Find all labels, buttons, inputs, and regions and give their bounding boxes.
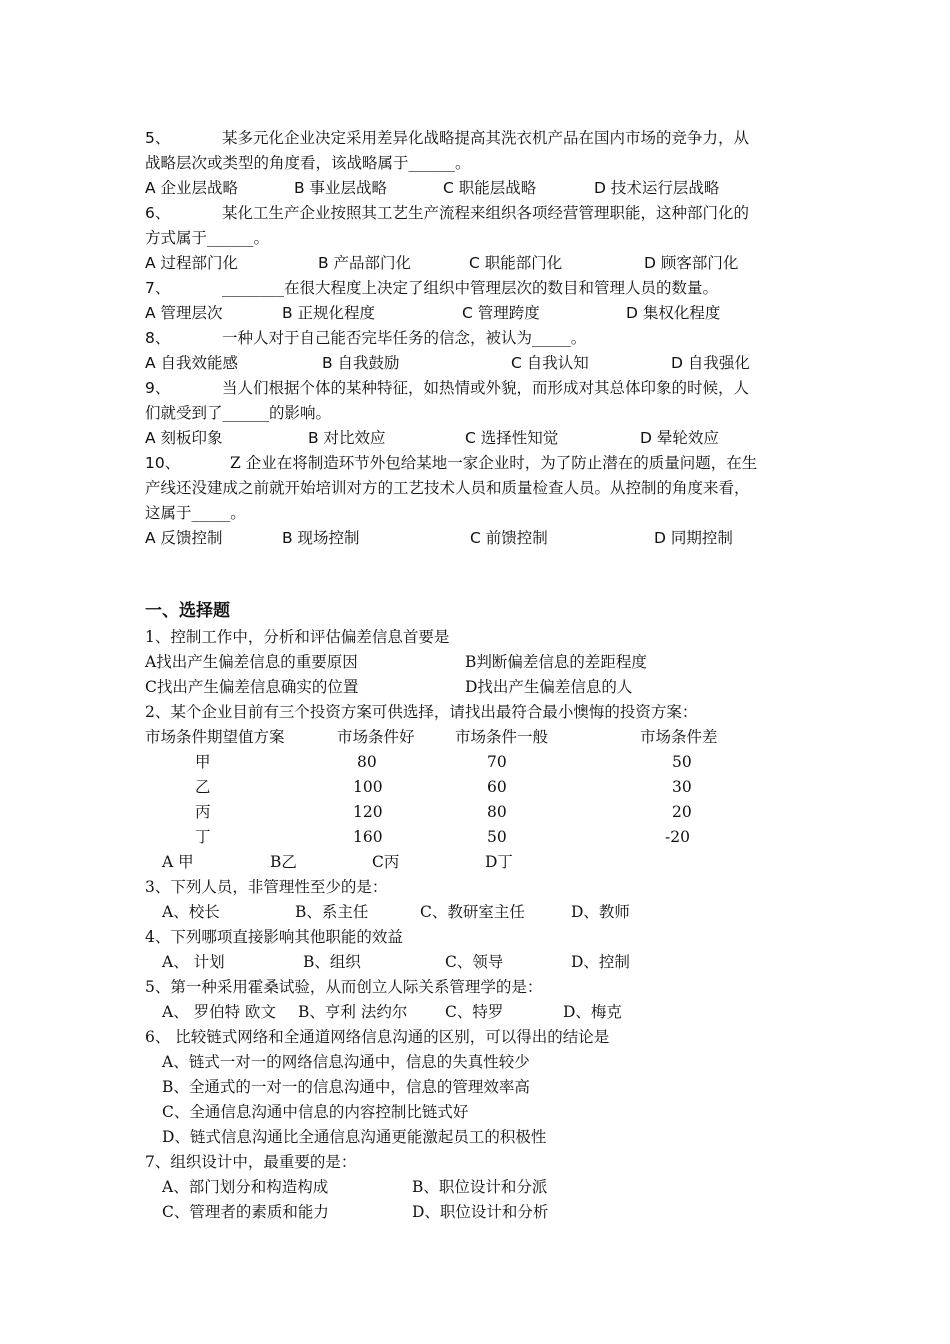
question-text: 战略层次或类型的角度看，该战略属于______。 <box>145 154 471 172</box>
option-a: A 过程部门化 <box>145 254 239 272</box>
section-title: 一、选择题 <box>145 601 230 621</box>
option-d: D、职位设计和分析 <box>412 1203 549 1221</box>
question-text: 3、下列人员，非管理性至少的是： <box>145 878 388 896</box>
option-b: B、职位设计和分派 <box>412 1178 548 1196</box>
option-d: D、链式信息沟通比全通信息沟通更能激起员工的积极性 <box>162 1128 547 1146</box>
question-text: 产线还没建成之前就开始培训对方的工艺技术人员和质量检查人员。从控制的角度来看， <box>145 479 750 497</box>
question-text: 5、第一种采用霍桑试验，从而创立人际关系管理学的是： <box>145 978 543 996</box>
table-header: 市场条件好 <box>337 728 415 746</box>
option-c: C 管理跨度 <box>462 304 540 322</box>
option-a: A、校长 <box>162 903 220 921</box>
option-c: C、特罗 <box>445 1003 504 1021</box>
option-c: C丙 <box>372 853 400 871</box>
option-c: C、管理者的素质和能力 <box>162 1203 329 1221</box>
option-a: A、部门划分和构造构成 <box>162 1178 329 1196</box>
option-a: A、链式一对一的网络信息沟通中，信息的失真性较少 <box>162 1053 530 1071</box>
option-b: B、组织 <box>303 953 361 971</box>
question-number: 9、 <box>145 379 171 397</box>
option-a: A 刻板印象 <box>145 429 223 447</box>
question-text: ________在很大程度上决定了组织中管理层次的数目和管理人员的数量。 <box>222 279 719 297</box>
option-a: A、 罗伯特 欧文 <box>162 1003 277 1021</box>
option-a: A、 计划 <box>162 953 225 971</box>
option-d: D 自我强化 <box>671 354 750 372</box>
table-header: 市场条件期望值方案 <box>145 728 285 746</box>
table-cell: 80 <box>487 803 507 821</box>
option-c: C找出产生偏差信息确实的位置 <box>145 678 359 696</box>
question-text: 当人们根据个体的某种特征，如热情或外貌，而形成对其总体印象的时候，人 <box>222 379 750 397</box>
option-c: C 职能层战略 <box>443 179 537 197</box>
question-text: 这属于_____。 <box>145 504 246 522</box>
option-b: B、亨利 法约尔 <box>298 1003 408 1021</box>
table-cell: 甲 <box>195 753 211 771</box>
question-text: 4、下列哪项直接影响其他职能的效益 <box>145 928 403 946</box>
option-d: D 技术运行层战略 <box>594 179 720 197</box>
question-text: 2、某个企业目前有三个投资方案可供选择，请找出最符合最小懊悔的投资方案： <box>145 703 698 721</box>
table-cell: 丙 <box>195 803 211 821</box>
question-number: 8、 <box>145 329 171 347</box>
option-c: C、教研室主任 <box>420 903 525 921</box>
option-d: D丁 <box>485 853 513 871</box>
question-text: 一种人对于自己能否完毕任务的信念，被认为_____。 <box>222 329 587 347</box>
option-d: D、梅克 <box>563 1003 622 1021</box>
option-b: B乙 <box>270 853 297 871</box>
option-b: B、系主任 <box>295 903 369 921</box>
option-c: C 前馈控制 <box>470 529 548 547</box>
option-b: B 事业层战略 <box>294 179 388 197</box>
option-c: C 自我认知 <box>511 354 589 372</box>
question-number: 6、 <box>145 204 171 222</box>
table-cell: 30 <box>672 778 692 796</box>
table-cell: 70 <box>487 753 507 771</box>
option-a: A 反馈控制 <box>145 529 223 547</box>
question-text: 6、 比较链式网络和全通道网络信息沟通的区别，可以得出的结论是 <box>145 1028 610 1046</box>
table-header: 市场条件一般 <box>455 728 549 746</box>
option-d: D、教师 <box>571 903 630 921</box>
option-b: B 产品部门化 <box>318 254 412 272</box>
option-d: D 顾客部门化 <box>644 254 739 272</box>
option-d: D 同期控制 <box>654 529 733 547</box>
table-cell: 20 <box>672 803 692 821</box>
option-a: A 企业层战略 <box>145 179 239 197</box>
question-text: 们就受到了______的影响。 <box>145 404 332 422</box>
question-text: 某多元化企业决定采用差异化战略提高其洗衣机产品在国内市场的竞争力，从 <box>222 129 750 147</box>
question-text: 方式属于______。 <box>145 229 270 247</box>
table-cell: 丁 <box>195 828 211 846</box>
table-cell: -20 <box>665 828 690 846</box>
table-header: 市场条件差 <box>640 728 718 746</box>
option-c: C 选择性知觉 <box>465 429 559 447</box>
option-d: D 集权化程度 <box>626 304 721 322</box>
option-b: B 对比效应 <box>308 429 386 447</box>
question-text: 7、组织设计中，最重要的是： <box>145 1153 357 1171</box>
table-cell: 60 <box>487 778 507 796</box>
option-a: A 甲 <box>162 853 194 871</box>
option-b: B 正规化程度 <box>282 304 376 322</box>
option-b: B判断偏差信息的差距程度 <box>465 653 647 671</box>
option-b: B 自我鼓励 <box>322 354 400 372</box>
table-cell: 50 <box>487 828 507 846</box>
option-d: D找出产生偏差信息的人 <box>465 678 633 696</box>
question-text: 某化工生产企业按照其工艺生产流程来组织各项经营管理职能，这种部门化的 <box>222 204 750 222</box>
question-number: 5、 <box>145 129 171 147</box>
question-text: 1、控制工作中，分析和评估偏差信息首要是 <box>145 628 450 646</box>
table-cell: 100 <box>353 778 383 796</box>
table-cell: 乙 <box>195 778 211 796</box>
option-a: A 自我效能感 <box>145 354 239 372</box>
option-c: C、领导 <box>445 953 504 971</box>
table-cell: 50 <box>672 753 692 771</box>
table-cell: 80 <box>357 753 377 771</box>
question-number: 10、 <box>145 454 181 472</box>
option-c: C、全通信息沟通中信息的内容控制比链式好 <box>162 1103 469 1121</box>
table-cell: 160 <box>353 828 383 846</box>
question-number: 7、 <box>145 279 171 297</box>
option-d: D、控制 <box>571 953 630 971</box>
option-a: A找出产生偏差信息的重要原因 <box>145 653 358 671</box>
question-text: Z 企业在将制造环节外包给某地一家企业时，为了防止潜在的质量问题，在生 <box>230 454 758 472</box>
option-c: C 职能部门化 <box>469 254 563 272</box>
option-b: B 现场控制 <box>282 529 360 547</box>
option-d: D 晕轮效应 <box>640 429 719 447</box>
option-b: B、全通式的一对一的信息沟通中，信息的管理效率高 <box>162 1078 530 1096</box>
table-cell: 120 <box>353 803 383 821</box>
option-a: A 管理层次 <box>145 304 223 322</box>
